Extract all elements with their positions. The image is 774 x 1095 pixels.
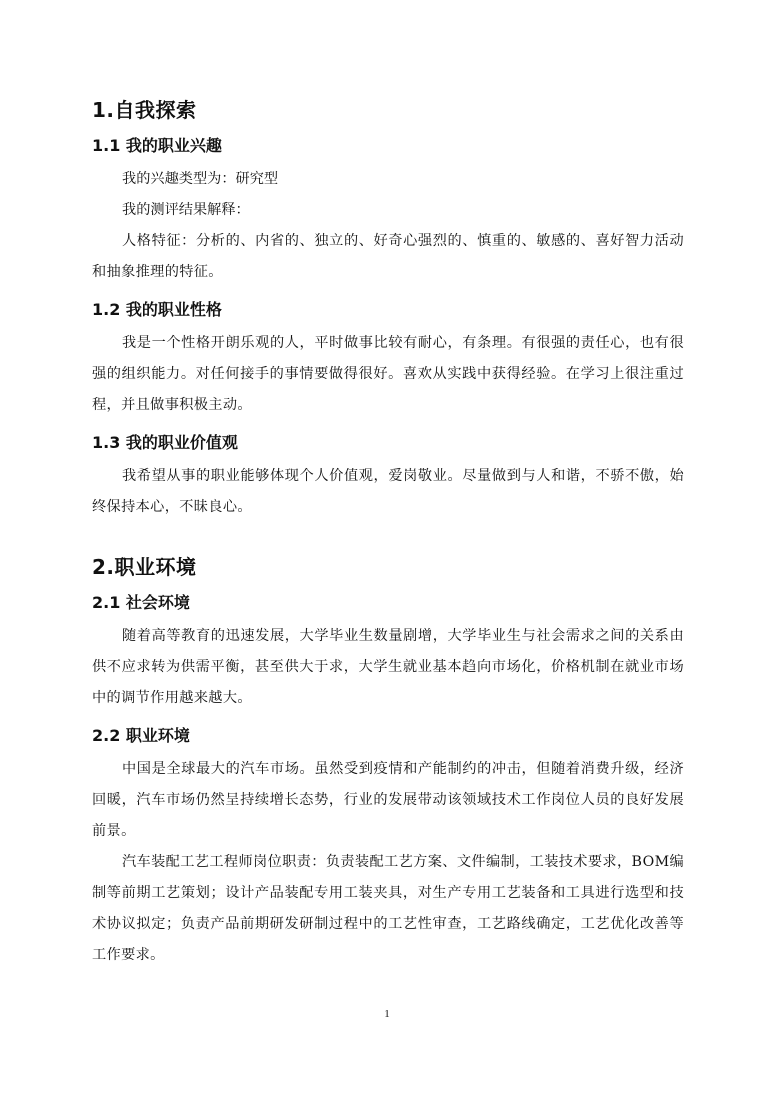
subheading-occupational-environment: 2.2 职业环境 (92, 726, 190, 745)
subheading-career-interest: 1.1 我的职业兴趣 (92, 136, 222, 155)
paragraph-auto-market: 中国是全球最大的汽车市场。虽然受到疫情和产能制约的冲击，但随着消费升级，经济回暖，汽车市场仍然呈持续增长态势，行业的发展带动该领域技术工作岗位人员的良好发展前景。 (92, 761, 684, 839)
subheading-career-personality: 1.2 我的职业性格 (92, 300, 222, 319)
paragraph-personality: 我是一个性格开朗乐观的人，平时做事比较有耐心，有条理。有很强的责任心，也有很强的组织能力。对任何接手的事情要做得很好。喜欢从实践中获得经验。在学习上很注重过程，并且做事积极主动。 (92, 335, 684, 413)
paragraph-assessment-label: 我的测评结果解释： (122, 202, 250, 218)
section-heading-self-exploration: 1.自我探索 (92, 98, 197, 122)
document-body (92, 96, 684, 971)
paragraph-interest-type: 我的兴趣类型为：研究型 (122, 171, 279, 187)
subheading-social-environment: 2.1 社会环境 (92, 593, 190, 612)
paragraph-social-environment: 随着高等教育的迅速发展，大学毕业生数量剧增，大学毕业生与社会需求之间的关系由供不应求转为供需平衡，甚至供大于求，大学生就业基本趋向市场化，价格机制在就业市场中的调节作用越来越大。 (92, 628, 684, 706)
paragraph-personality-traits: 人格特征：分析的、内省的、独立的、好奇心强烈的、慎重的、敏感的、喜好智力活动和抽象推理的特征。 (92, 233, 684, 280)
paragraph-job-duties: 汽车装配工艺工程师岗位职责：负责装配工艺方案、文件编制，工装技术要求，BOM编制等前期工艺策划；设计产品装配专用工装夹具，对生产专用工艺装备和工具进行选型和技术协议拟定；负责产品前期研发研制过程中的工艺性审查，工艺路线确定，工艺优化改善等工作要求。 (92, 854, 684, 963)
page-number: 1 (384, 1008, 390, 1020)
paragraph-values: 我希望从事的职业能够体现个人价值观，爱岗敬业。尽量做到与人和谐，不骄不傲，始终保持本心，不昧良心。 (92, 468, 684, 515)
section-heading-career-environment: 2.职业环境 (92, 555, 197, 579)
section-spacer (92, 523, 684, 553)
subheading-career-values: 1.3 我的职业价值观 (92, 433, 238, 452)
